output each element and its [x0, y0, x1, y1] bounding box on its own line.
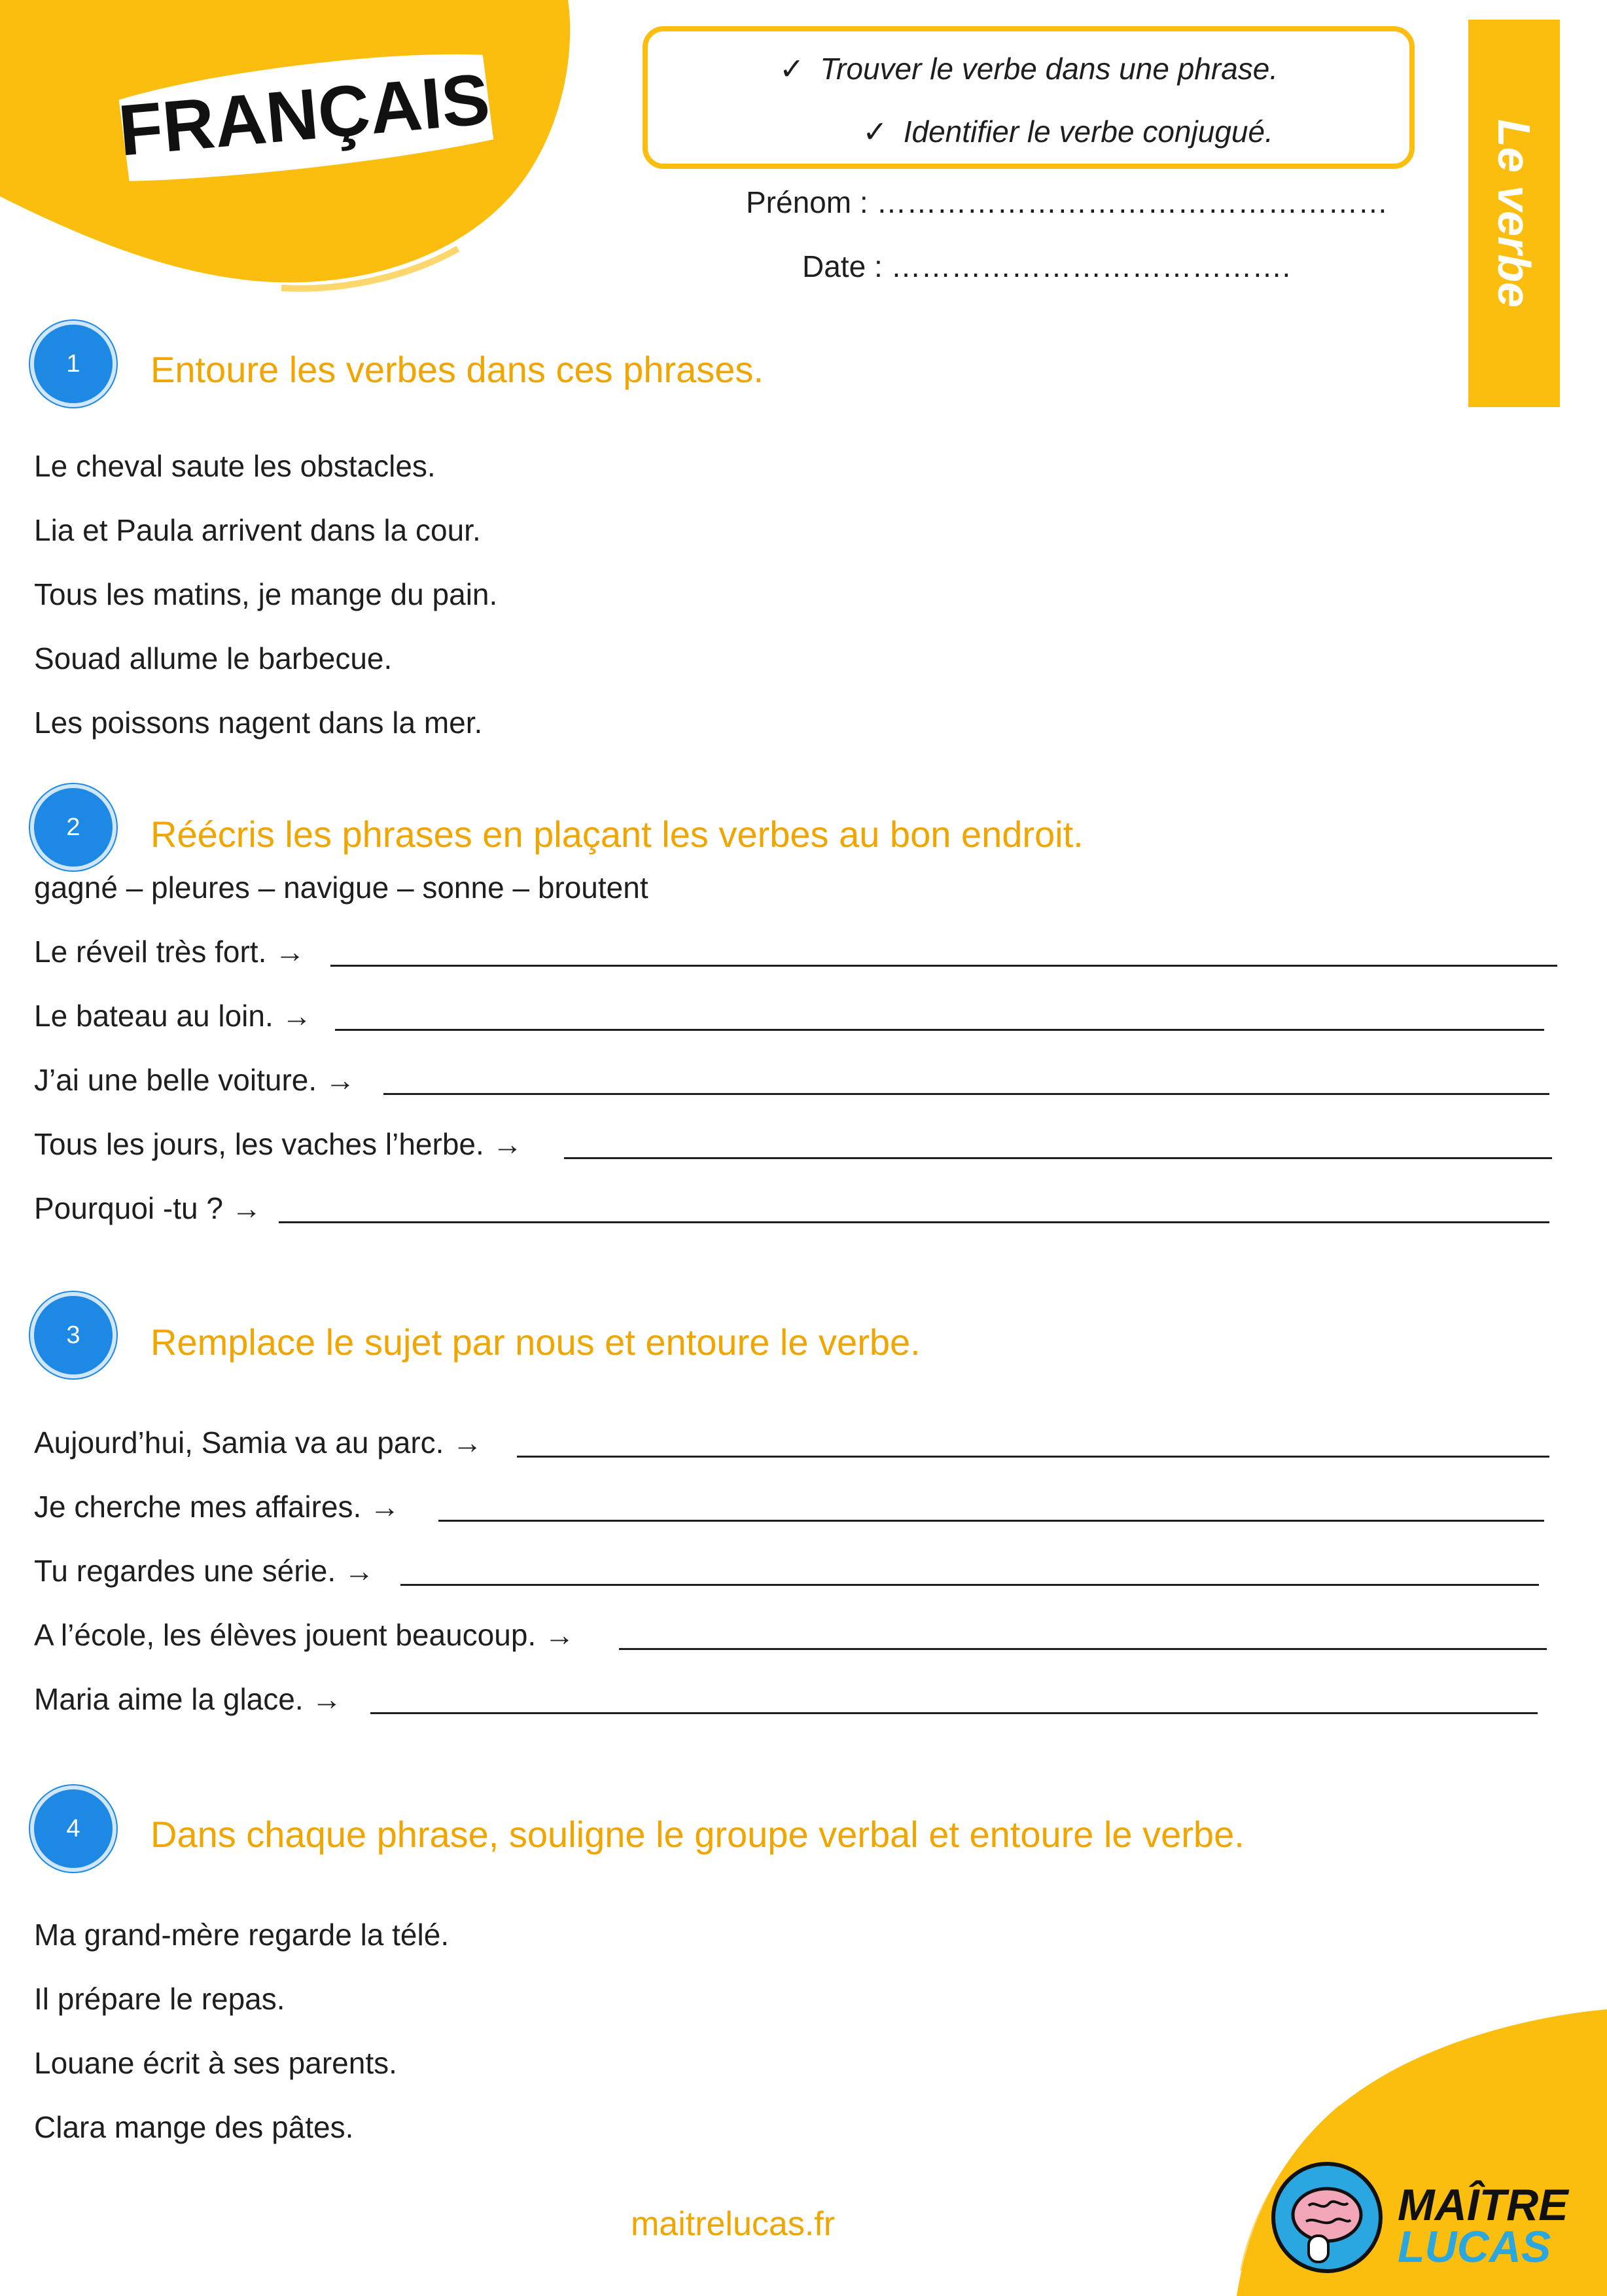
section-2-line: Tous les jours, les vaches l’herbe. →: [34, 1127, 523, 1161]
objectives-box: [643, 26, 1415, 169]
section-1-line: Les poissons nagent dans la mer.: [34, 706, 483, 740]
section-3-line: Tu regardes une série. →: [34, 1554, 374, 1588]
answer-line[interactable]: [619, 1648, 1547, 1650]
side-tab-label: Le verbe: [1489, 119, 1540, 308]
word-bank: gagné – pleures – navigue – sonne – broutent: [34, 870, 648, 905]
section-2-line: Le réveil très fort. →: [34, 935, 306, 969]
section-4-line: Il prépare le repas.: [34, 1982, 285, 2016]
section-3-line: Je cherche mes affaires. →: [34, 1490, 400, 1524]
answer-line[interactable]: [330, 965, 1557, 967]
section-3-badge: 3: [30, 1292, 116, 1378]
section-3-line: A l’école, les élèves jouent beaucoup. →: [34, 1618, 574, 1652]
section-4-line: Ma grand-mère regarde la télé.: [34, 1918, 450, 1952]
answer-line[interactable]: [279, 1221, 1549, 1223]
section-4-line: Louane écrit à ses parents.: [34, 2046, 397, 2080]
objective-2: ✓ Identifier le verbe conjugué.: [862, 115, 1273, 149]
section-4-badge: 4: [30, 1785, 116, 1872]
side-tab: [1468, 20, 1560, 407]
objective-1: ✓ Trouver le verbe dans une phrase.: [779, 52, 1279, 86]
section-2-line: J’ai une belle voiture. →: [34, 1063, 355, 1097]
section-3-line: Aujourd’hui, Samia va au parc. →: [34, 1426, 483, 1460]
answer-line[interactable]: [517, 1456, 1549, 1458]
answer-line[interactable]: [564, 1157, 1552, 1159]
section-2-line: Le bateau au loin. →: [34, 999, 312, 1033]
answer-line[interactable]: [370, 1712, 1538, 1714]
answer-line[interactable]: [400, 1584, 1539, 1586]
section-4-line: Clara mange des pâtes.: [34, 2110, 354, 2144]
answer-line[interactable]: [335, 1029, 1544, 1031]
prenom-field: Prénom : ……………………………………………: [746, 185, 1388, 219]
section-3-title: Remplace le sujet par nous et entoure le verbe.: [150, 1321, 921, 1363]
answer-line[interactable]: [438, 1520, 1544, 1522]
section-3-line: Maria aime la glace. →: [34, 1682, 342, 1716]
section-2-title: Réécris les phrases en plaçant les verbes au bon endroit.: [150, 814, 1084, 855]
section-1-title: Entoure les verbes dans ces phrases.: [150, 349, 764, 390]
footer-url[interactable]: maitrelucas.fr: [630, 2205, 836, 2243]
answer-line[interactable]: [383, 1093, 1549, 1095]
section-1-line: Souad allume le barbecue.: [34, 641, 393, 675]
svg-text:FRANÇAIS: FRANÇAIS: [115, 58, 493, 171]
section-2-badge: 2: [30, 784, 116, 870]
section-2-line: Pourquoi -tu ? →: [34, 1191, 262, 1225]
section-1-line: Le cheval saute les obstacles.: [34, 449, 436, 483]
date-field: Date : ………………………………….: [802, 249, 1291, 283]
check-icon: ✓: [862, 115, 888, 149]
section-1-badge: 1: [30, 321, 116, 407]
brain-icon: [1269, 2160, 1385, 2275]
section-4-title: Dans chaque phrase, souligne le groupe verbal et entoure le verbe.: [150, 1814, 1245, 1855]
logo-text-maitre: MAÎTRE: [1398, 2180, 1568, 2230]
section-1-line: Lia et Paula arrivent dans la cour.: [34, 513, 481, 547]
check-icon: ✓: [779, 52, 805, 86]
section-1-line: Tous les matins, je mange du pain.: [34, 577, 498, 611]
logo-text-lucas: LUCAS: [1398, 2222, 1551, 2272]
